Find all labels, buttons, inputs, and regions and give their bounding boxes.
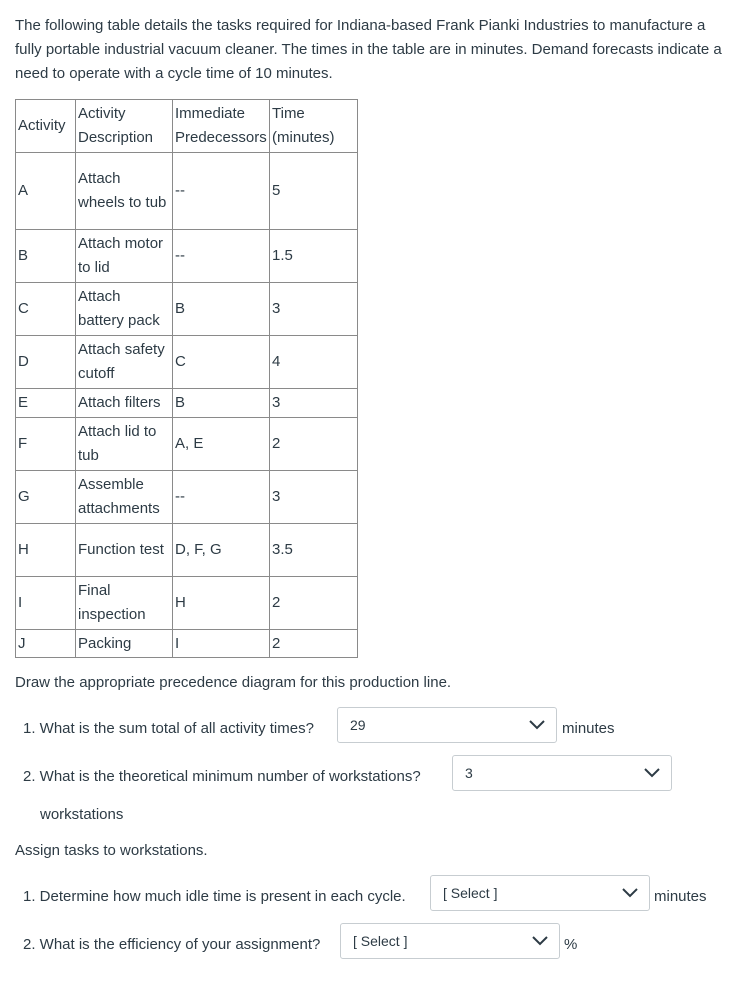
table-row xyxy=(16,630,358,658)
table-row xyxy=(16,471,358,524)
table-row xyxy=(16,283,358,336)
table-row xyxy=(16,230,358,283)
table-cell: D xyxy=(16,336,76,389)
table-cell: E xyxy=(16,389,76,418)
table-cell: B xyxy=(173,389,270,418)
table-cell: H xyxy=(16,524,76,577)
table-cell: 2 xyxy=(270,418,358,471)
table-cell: Final inspection xyxy=(76,577,173,630)
q2-text: 2. What is the theoretical minimum number of workstations? xyxy=(23,768,421,785)
q1-dropdown[interactable] xyxy=(337,707,557,743)
draw-prompt: Draw the appropriate precedence diagram for this production line. xyxy=(15,674,452,691)
table-cell: G xyxy=(16,471,76,524)
table-row xyxy=(16,153,358,230)
table-row xyxy=(16,577,358,630)
table-cell: A xyxy=(16,153,76,230)
table-cell: Attach filters xyxy=(76,389,173,418)
table-cell: -- xyxy=(173,153,270,230)
table-cell: B xyxy=(16,230,76,283)
q3-text: 1. Determine how much idle time is present in each cycle. xyxy=(23,888,406,905)
table-header-row xyxy=(16,100,358,153)
chevron-down-icon xyxy=(528,718,546,732)
table-cell: 2 xyxy=(270,630,358,658)
table-cell: H xyxy=(173,577,270,630)
header-cell: Activity Description xyxy=(76,100,173,153)
table-cell: I xyxy=(16,577,76,630)
header-cell: Activity xyxy=(16,100,76,153)
table-cell: I xyxy=(173,630,270,658)
q1-text: 1. What is the sum total of all activity times? xyxy=(23,720,314,737)
table-cell: -- xyxy=(173,471,270,524)
table-cell: Attach motor to lid xyxy=(76,230,173,283)
table-row xyxy=(16,524,358,577)
table-cell: 3.5 xyxy=(270,524,358,577)
q4-dropdown[interactable] xyxy=(340,923,560,959)
table-cell: Attach battery pack xyxy=(76,283,173,336)
q4-unit: % xyxy=(564,936,578,953)
table-cell: 3 xyxy=(270,389,358,418)
table-cell: 5 xyxy=(270,153,358,230)
q3-selected-value: [ Select ] xyxy=(443,885,498,901)
q1-selected-value: 29 xyxy=(350,717,366,733)
table-cell: Assemble attachments xyxy=(76,471,173,524)
table-row xyxy=(16,389,358,418)
q3-unit: minutes xyxy=(654,888,707,905)
q2-selected-value: 3 xyxy=(465,765,473,781)
table-cell: F xyxy=(16,418,76,471)
table-cell: Attach safety cutoff xyxy=(76,336,173,389)
table-cell: 2 xyxy=(270,577,358,630)
chevron-down-icon xyxy=(643,766,661,780)
table-cell: Packing xyxy=(76,630,173,658)
table-cell: 3 xyxy=(270,471,358,524)
tasks-table xyxy=(15,99,358,658)
q3-dropdown[interactable] xyxy=(430,875,650,911)
q1-unit: minutes xyxy=(562,720,615,737)
table-cell: 4 xyxy=(270,336,358,389)
table-row xyxy=(16,418,358,471)
header-cell: Immediate Predecessors xyxy=(173,100,270,153)
q4-text: 2. What is the efficiency of your assignment? xyxy=(23,936,321,953)
q2-unit: workstations xyxy=(40,806,124,823)
chevron-down-icon xyxy=(531,934,549,948)
table-cell: A, E xyxy=(173,418,270,471)
assign-prompt: Assign tasks to workstations. xyxy=(15,842,208,859)
table-cell: C xyxy=(173,336,270,389)
table-cell: C xyxy=(16,283,76,336)
table-cell: 1.5 xyxy=(270,230,358,283)
table-cell: Attach wheels to tub xyxy=(76,153,173,230)
table-cell: 3 xyxy=(270,283,358,336)
intro-text: The following table details the tasks required for Indiana-based Frank Pianki Industries to manufacture a fully portable industrial vacuum cleaner. The times in the table are in minutes. Demand forecasts indicate a need to operate with a cycle time of 10 minutes. xyxy=(15,17,722,82)
table-cell: Attach lid to tub xyxy=(76,418,173,471)
table-cell: Function test xyxy=(76,524,173,577)
table-cell: B xyxy=(173,283,270,336)
table-row xyxy=(16,336,358,389)
q4-selected-value: [ Select ] xyxy=(353,933,408,949)
table-cell: -- xyxy=(173,230,270,283)
table-cell: D, F, G xyxy=(173,524,270,577)
table-cell: J xyxy=(16,630,76,658)
chevron-down-icon xyxy=(621,886,639,900)
q2-dropdown[interactable] xyxy=(452,755,672,791)
header-cell: Time (minutes) xyxy=(270,100,358,153)
